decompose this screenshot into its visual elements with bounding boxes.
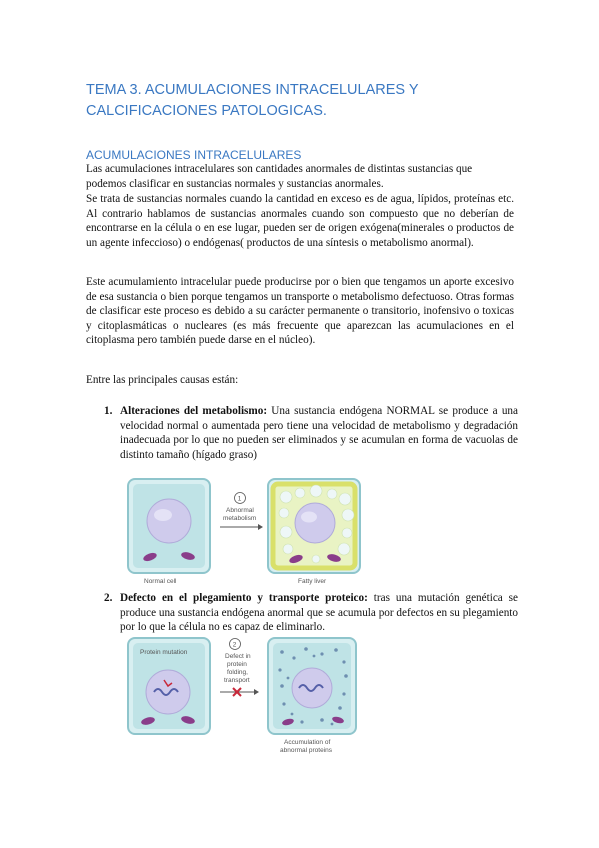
figure-abnormal-metabolism <box>126 477 370 587</box>
arrow-head <box>254 689 259 695</box>
figure-2-illustration <box>126 636 360 754</box>
arrow-label-4: transport <box>224 677 250 684</box>
list-item <box>104 591 518 635</box>
caption-line-2: abnormal proteins <box>280 747 333 754</box>
normal-cell-caption: Normal cell <box>144 578 177 585</box>
list-text: tras una mutación genética se produce una sustancia endógena anormal que se acumula por defectos en su plegamiento por lo que la célula no es capaz de eliminarlo. <box>120 592 518 633</box>
section-heading: ACUMULACIONES INTRACELULARES <box>86 148 302 162</box>
fatty-liver-cell <box>268 479 360 573</box>
arrow-label-3: folding, <box>227 669 248 676</box>
arrow-label-2: metabolism <box>223 515 257 522</box>
paragraph-4: Entre las principales causas están: <box>86 374 239 386</box>
list-number: 1. <box>104 405 113 417</box>
fatty-liver-caption: Fatty liver <box>298 578 327 585</box>
arrow-label-2: protein <box>227 661 247 668</box>
figure-1-illustration <box>126 477 370 587</box>
caption-line-1: Accumulation of <box>284 739 331 746</box>
step-number: 2 <box>232 641 237 649</box>
protein-mutation-label: Protein mutation <box>140 649 188 656</box>
list-body <box>120 591 518 635</box>
paragraph-2: Se trata de sustancias normales cuando la cantidad en exceso es de agua, lípidos, proteínas etc. Al contrario hablamos de sustancias anormales cuando son compuesto que no deberían de encontrarse en la célula o en ese lugar, pueden ser de origen exógena(minerales o productos de un agente infeccioso) o endógenas( productos de una síntesis o metabolismo anormal). <box>86 193 514 249</box>
title-line-2: CALCIFICACIONES PATOLOGICAS. <box>86 103 327 119</box>
list-text: Una sustancia endógena NORMAL se produce a una velocidad normal o aumentada pero tiene una velocidad de metabolismo y degradación inadecuada por lo que no pueden ser eliminados y se acumulan en forma de vacuolas de distinto tamaño (hígado graso) <box>120 405 518 461</box>
normal-cell <box>128 479 210 573</box>
page-title <box>86 80 526 122</box>
list-number: 2. <box>104 592 113 604</box>
title-line-1: TEMA 3. ACUMULACIONES INTRACELULARES Y <box>86 82 419 98</box>
list-term: Defecto en el plegamiento y transporte proteico: <box>120 592 368 604</box>
arrow-label-1: Abnormal <box>226 507 254 514</box>
list-body <box>120 404 518 462</box>
accumulation-cell <box>268 638 356 734</box>
list-term: Alteraciones del metabolismo: <box>120 405 268 417</box>
arrow-head <box>258 524 263 530</box>
paragraph-3: Este acumulamiento intracelular puede producirse por o bien que tengamos un aporte excesivo de esa sustancia o bien porque tengamos un transporte o metabolismo defectuoso. Otras formas de clasificar este proceso es debido a su carácter permanente o transitorio, inofensivo o toxicas y citoplasmáticas o nucleares (es más frecuente que aparezcan las acumulaciones en el citoplasma pero también puede darse en el núcleo). <box>86 276 514 346</box>
arrow-label-1: Defect in <box>225 653 251 660</box>
list-item <box>104 404 518 462</box>
paragraph-1: Las acumulaciones intracelulares son cantidades anormales de distintas sustancias que podemos clasificar en sustancias normales y sustancias anormales. <box>86 163 473 190</box>
figure-protein-folding-defect <box>126 636 360 754</box>
step-number: 1 <box>237 495 242 503</box>
